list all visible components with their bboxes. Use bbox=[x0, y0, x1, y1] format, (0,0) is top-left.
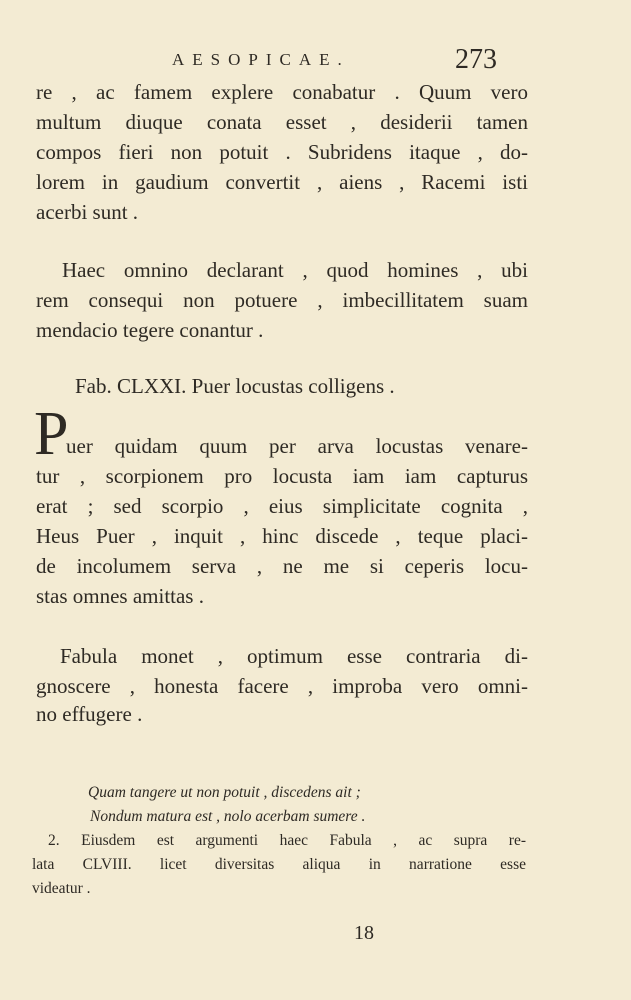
page-header bbox=[0, 44, 631, 80]
text-line: multum diuque conata esset , desiderii tamen bbox=[36, 110, 528, 134]
text-line: gnoscere , honesta facere , improba vero omni- bbox=[36, 674, 528, 698]
text-line: uer quidam quum per arva locustas venare- bbox=[66, 434, 528, 458]
footnote-text: videatur . bbox=[32, 880, 91, 897]
footnote-verse: Quam tangere ut non potuit , discedens ait ; bbox=[88, 784, 361, 801]
text-line: re , ac famem explere conabatur . Quum vero bbox=[36, 80, 528, 104]
text-line: Fabula monet , optimum esse contraria di- bbox=[60, 644, 528, 668]
text-line: Haec omnino declarant , quod homines , ubi bbox=[62, 258, 528, 282]
footnote-text: lata CLVIII. licet diversitas aliqua in narratione esse bbox=[32, 856, 526, 873]
text-line: no effugere . bbox=[36, 702, 143, 726]
page-number: 273 bbox=[455, 44, 497, 75]
running-head: AESOPICAE. bbox=[172, 50, 350, 69]
text-line: Heus Puer , inquit , hinc discede , teque placi- bbox=[36, 524, 528, 548]
text-line: mendacio tegere conantur . bbox=[36, 318, 264, 342]
text-line: erat ; sed scorpio , eius simplicitate cognita , bbox=[36, 494, 528, 518]
text-line: lorem in gaudium convertit , aiens , Racemi isti bbox=[36, 170, 528, 194]
text-line: tur , scorpionem pro locusta iam iam capturus bbox=[36, 464, 528, 488]
text-line: rem consequi non potuere , imbecillitatem suam bbox=[36, 288, 528, 312]
text-line: compos fieri non potuit . Subridens itaque , do- bbox=[36, 140, 528, 164]
footnote-verse: Nondum matura est , nolo acerbam sumere . bbox=[90, 808, 366, 825]
text-line: acerbi sunt . bbox=[36, 200, 139, 224]
text-line: stas omnes amittas . bbox=[36, 584, 204, 608]
drop-cap: P bbox=[34, 400, 69, 468]
fable-heading: Fab. CLXXI. Puer locustas colligens . bbox=[75, 374, 395, 398]
signature-mark: 18 bbox=[354, 922, 374, 944]
footnote-text: 2. Eiusdem est argumenti haec Fabula , ac supra re- bbox=[48, 832, 526, 849]
text-line: de incolumem serva , ne me si ceperis locu- bbox=[36, 554, 528, 578]
